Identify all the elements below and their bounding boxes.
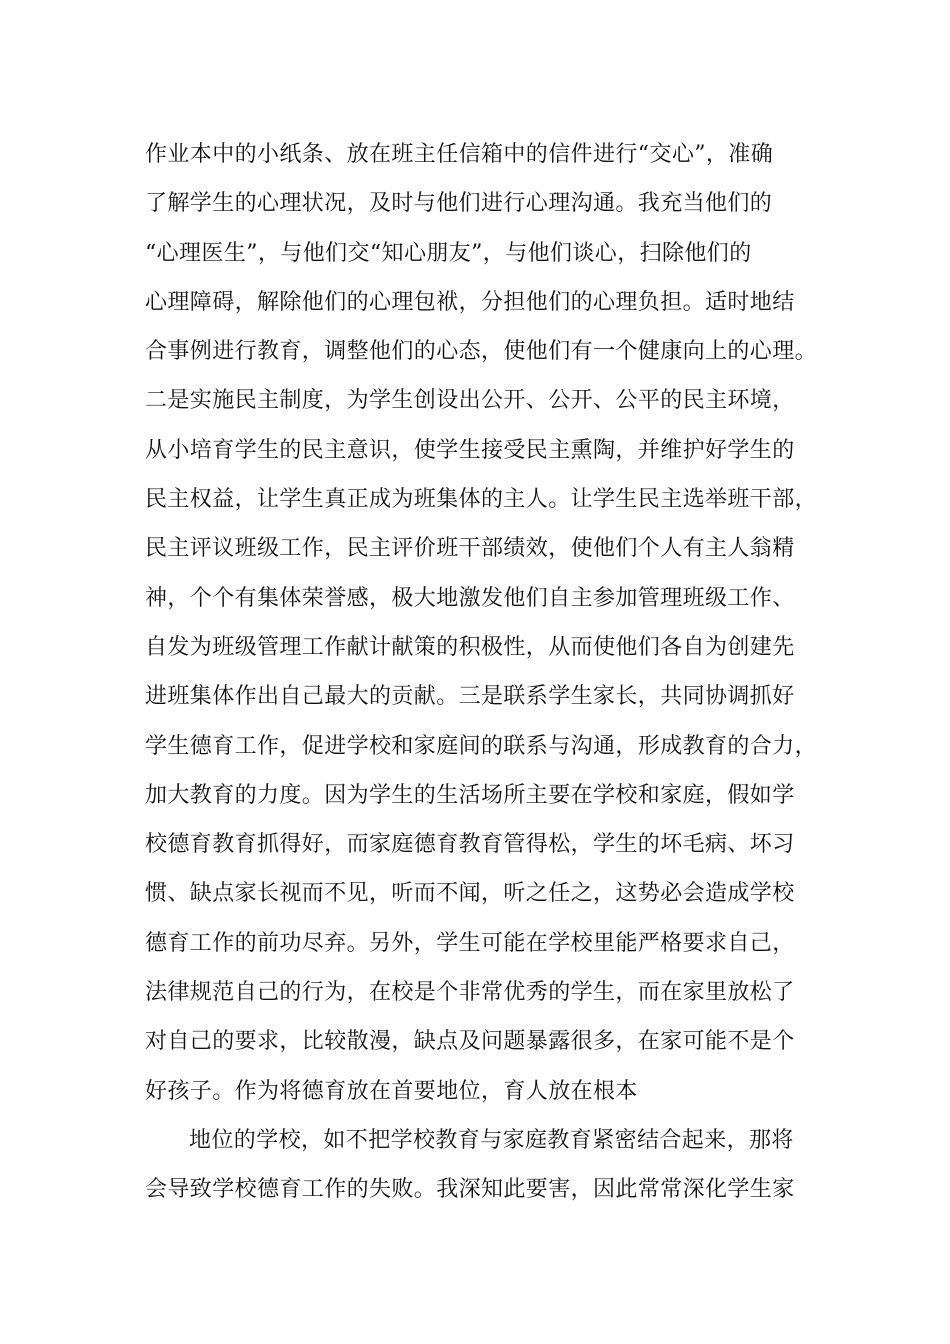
- text-line: 二是实施民主制度，为学生创设出公开、公开、公平的民主环境，: [145, 388, 795, 414]
- text-line: 惯、缺点家长视而不见，听而不闻，听之任之，这势必会造成学校: [145, 881, 795, 907]
- text-line: 民主权益，让学生真正成为班集体的主人。让学生民主选举班干部，: [145, 487, 818, 513]
- text-line: 民主评议班级工作，民主评价班干部绩效，使他们个人有主人翁精: [145, 536, 795, 562]
- text-line: 加大教育的力度。因为学生的生活场所主要在学校和家庭，假如学: [145, 782, 795, 808]
- paragraph-2: [145, 1116, 835, 1215]
- text-line: 对自己的要求，比较散漫，缺点及问题暴露很多，在家可能不是个: [145, 1029, 795, 1055]
- text-line: 校德育教育抓得好，而家庭德育教育管得松，学生的坏毛病、坏习: [145, 832, 795, 858]
- text-line: 了解学生的心理状况，及时与他们进行心理沟通。我充当他们的: [145, 191, 773, 217]
- text-line: 合事例进行教育，调整他们的心态，使他们有一个健康向上的心理。: [145, 339, 818, 365]
- text-line: 法律规范自己的行为，在校是个非常优秀的学生，而在家里放松了: [145, 980, 795, 1006]
- text-line: 地位的学校，如不把学校教育与家庭教育紧密结合起来，那将: [189, 1127, 794, 1153]
- document-body: [145, 130, 835, 1215]
- text-line: 进班集体作出自己最大的贡献。三是联系学生家长，共同协调抓好: [145, 684, 795, 710]
- text-line: 自发为班级管理工作献计献策的积极性，从而使他们各自为创建先: [145, 634, 795, 660]
- text-line: 德育工作的前功尽弃。另外，学生可能在学校里能严格要求自己，: [145, 930, 795, 956]
- text-line: 会导致学校德育工作的失败。我深知此要害，因此常常深化学生家: [145, 1177, 795, 1203]
- text-line: 学生德育工作，促进学校和家庭间的联系与沟通，形成教育的合力，: [145, 733, 818, 759]
- text-line: 作业本中的小纸条、放在班主任信箱中的信件进行“交心”，准确: [145, 142, 774, 167]
- text-line: “心理医生”，与他们交“知心朋友”，与他们谈心，扫除他们的: [145, 240, 752, 266]
- text-line: 好孩子。作为将德育放在首要地位，育人放在根本: [145, 1078, 638, 1104]
- paragraph-1: [145, 130, 835, 1116]
- text-line: 神，个个有集体荣誉感，极大地激发他们自主参加管理班级工作、: [145, 585, 795, 611]
- text-line: 心理障碍，解除他们的心理包袱，分担他们的心理负担。适时地结: [145, 289, 795, 315]
- text-line: 从小培育学生的民主意识，使学生接受民主熏陶，并维护好学生的: [145, 437, 795, 463]
